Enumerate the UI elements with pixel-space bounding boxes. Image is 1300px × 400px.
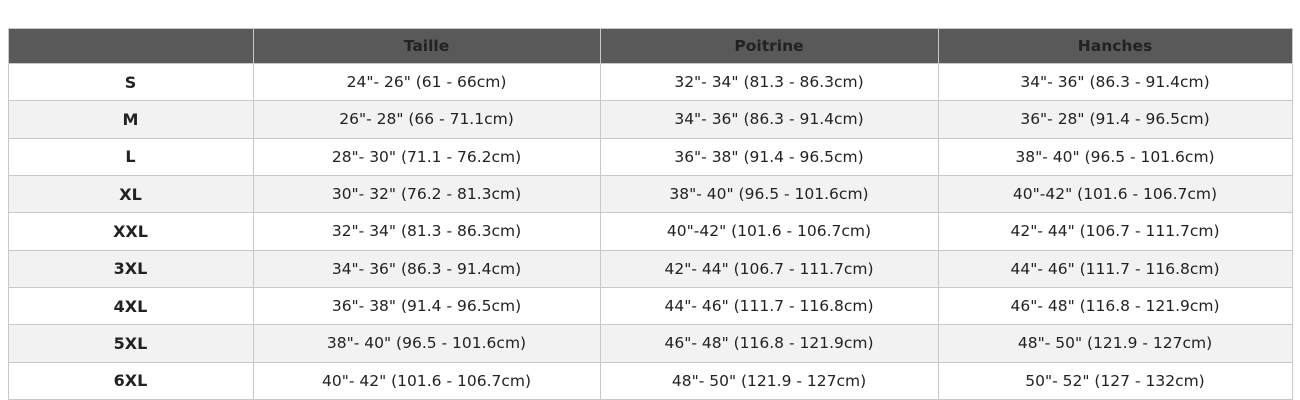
table-row	[8, 325, 1292, 362]
cell-hanches: 34"- 36" (86.3 - 91.4cm)	[938, 64, 1292, 101]
table-row	[8, 213, 1292, 250]
column-header-taille: Taille	[253, 29, 600, 64]
column-header-hanches: Hanches	[938, 29, 1292, 64]
cell-hanches: 36"- 28" (91.4 - 96.5cm)	[938, 101, 1292, 138]
cell-hanches: 44"- 46" (111.7 - 116.8cm)	[938, 250, 1292, 287]
cell-poitrine: 36"- 38" (91.4 - 96.5cm)	[600, 138, 938, 175]
cell-hanches: 50"- 52" (127 - 132cm)	[938, 362, 1292, 399]
cell-poitrine: 32"- 34" (81.3 - 86.3cm)	[600, 64, 938, 101]
table-header-row	[8, 29, 1292, 64]
cell-taille: 40"- 42" (101.6 - 106.7cm)	[253, 362, 600, 399]
cell-poitrine: 34"- 36" (86.3 - 91.4cm)	[600, 101, 938, 138]
table-row	[8, 362, 1292, 399]
cell-taille: 34"- 36" (86.3 - 91.4cm)	[253, 250, 600, 287]
cell-size: L	[8, 138, 253, 175]
table-row	[8, 64, 1292, 101]
cell-size: M	[8, 101, 253, 138]
cell-taille: 28"- 30" (71.1 - 76.2cm)	[253, 138, 600, 175]
cell-hanches: 38"- 40" (96.5 - 101.6cm)	[938, 138, 1292, 175]
cell-hanches: 48"- 50" (121.9 - 127cm)	[938, 325, 1292, 362]
cell-taille: 24"- 26" (61 - 66cm)	[253, 64, 600, 101]
cell-size: S	[8, 64, 253, 101]
cell-hanches: 46"- 48" (116.8 - 121.9cm)	[938, 287, 1292, 324]
cell-taille: 38"- 40" (96.5 - 101.6cm)	[253, 325, 600, 362]
table-body	[8, 64, 1292, 400]
table-row	[8, 287, 1292, 324]
size-chart-table	[8, 28, 1293, 400]
cell-hanches: 42"- 44" (106.7 - 111.7cm)	[938, 213, 1292, 250]
cell-taille: 30"- 32" (76.2 - 81.3cm)	[253, 175, 600, 212]
cell-size: 6XL	[8, 362, 253, 399]
cell-poitrine: 44"- 46" (111.7 - 116.8cm)	[600, 287, 938, 324]
cell-poitrine: 38"- 40" (96.5 - 101.6cm)	[600, 175, 938, 212]
cell-poitrine: 48"- 50" (121.9 - 127cm)	[600, 362, 938, 399]
cell-taille: 26"- 28" (66 - 71.1cm)	[253, 101, 600, 138]
table-row	[8, 138, 1292, 175]
cell-size: XXL	[8, 213, 253, 250]
table-row	[8, 250, 1292, 287]
table-header	[8, 29, 1292, 64]
cell-poitrine: 42"- 44" (106.7 - 111.7cm)	[600, 250, 938, 287]
cell-size: 5XL	[8, 325, 253, 362]
cell-poitrine: 46"- 48" (116.8 - 121.9cm)	[600, 325, 938, 362]
cell-hanches: 40"-42" (101.6 - 106.7cm)	[938, 175, 1292, 212]
cell-taille: 36"- 38" (91.4 - 96.5cm)	[253, 287, 600, 324]
cell-poitrine: 40"-42" (101.6 - 106.7cm)	[600, 213, 938, 250]
cell-taille: 32"- 34" (81.3 - 86.3cm)	[253, 213, 600, 250]
column-header-size	[8, 29, 253, 64]
table-row	[8, 101, 1292, 138]
cell-size: 4XL	[8, 287, 253, 324]
column-header-poitrine: Poitrine	[600, 29, 938, 64]
cell-size: 3XL	[8, 250, 253, 287]
table-row	[8, 175, 1292, 212]
cell-size: XL	[8, 175, 253, 212]
